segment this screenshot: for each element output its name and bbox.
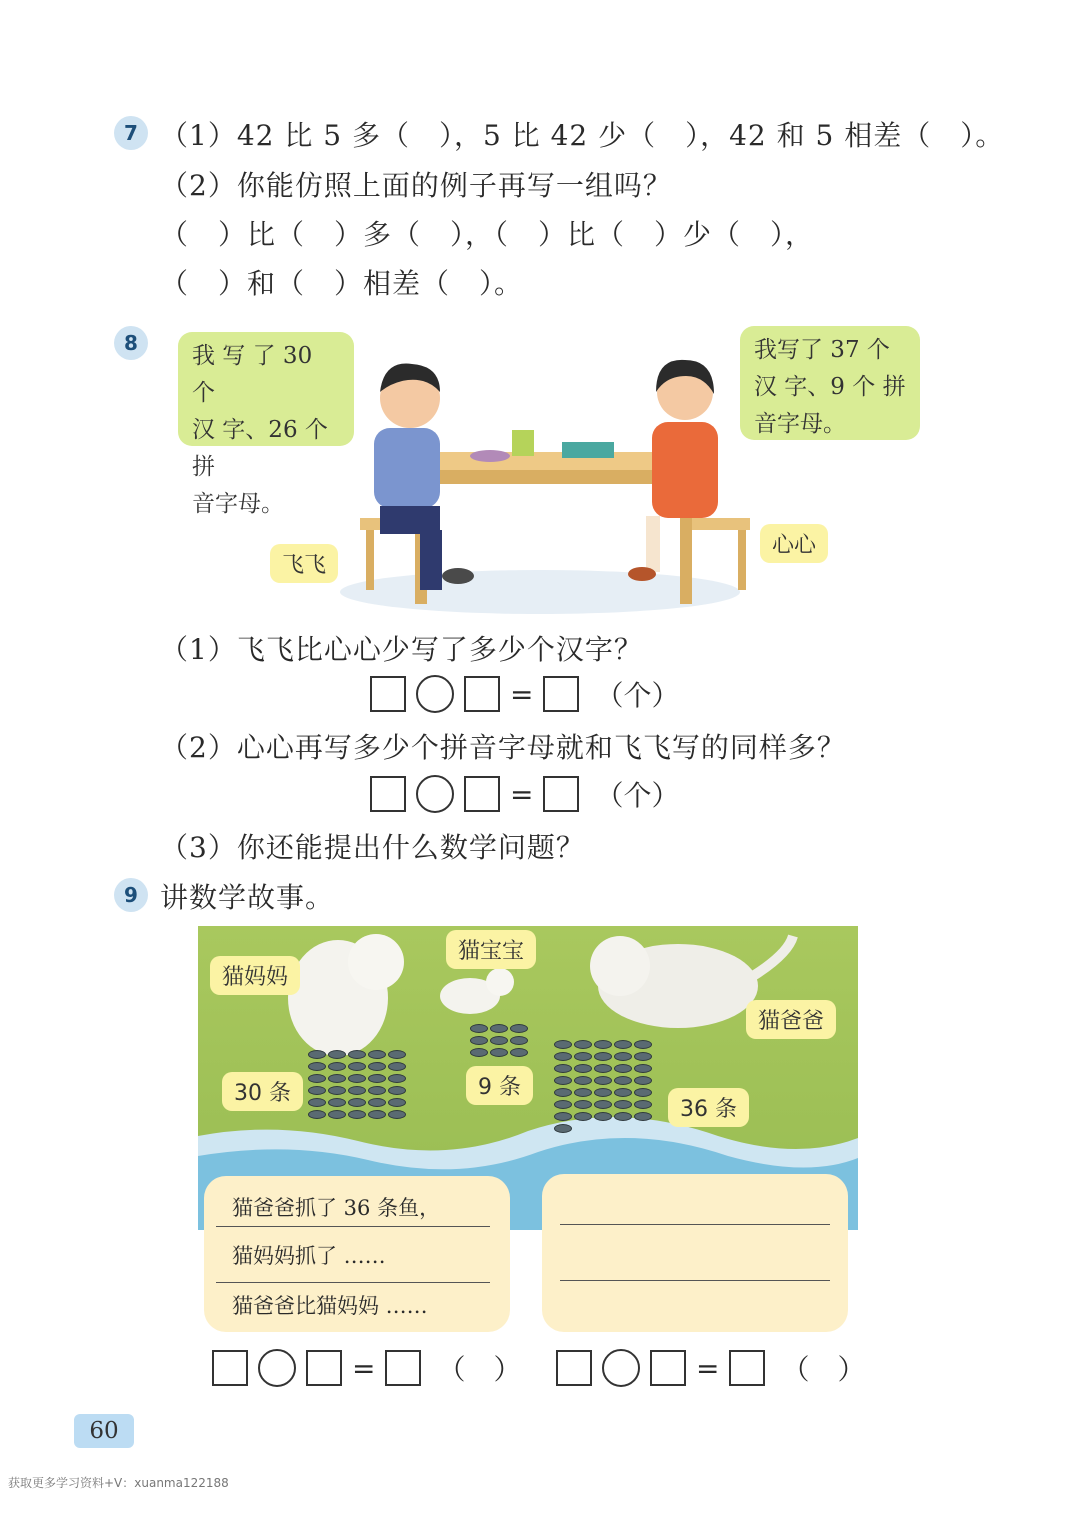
equals-sign: =: [510, 677, 534, 711]
q8-sub-question-1: （1）飞飞比心心少写了多少个汉字？: [160, 633, 643, 666]
answer-box[interactable]: [729, 1350, 765, 1386]
q7-line-2: （2）你能仿照上面的例子再写一组吗？: [160, 169, 672, 202]
story-line: 猫爸爸抓了 36 条鱼，: [232, 1196, 441, 1220]
name-tag-feifei: 飞飞: [270, 544, 338, 583]
equals-sign: =: [696, 1351, 720, 1385]
q8-sub-question-3: （3）你还能提出什么数学问题？: [160, 831, 585, 864]
question-number-8: 8: [114, 326, 148, 360]
story-card-example: [204, 1176, 510, 1332]
q9-equation-2: [556, 1348, 865, 1388]
bubble-line: 音字母。: [754, 411, 846, 437]
unit-label: （个）: [595, 779, 680, 812]
q9-title: 讲数学故事。: [160, 881, 335, 914]
operator-circle[interactable]: [602, 1349, 640, 1387]
bubble-line: 汉 字、26 个 拼: [192, 417, 328, 480]
bubble-line: 汉 字、9 个 拼: [754, 374, 906, 400]
q7-line-1: （1）42 比 5 多（ ），5 比 42 少（ ），42 和 5 相差（ ）。: [160, 119, 1005, 152]
story-rule: [560, 1280, 830, 1281]
unit-blank[interactable]: （ ）: [437, 1353, 522, 1386]
equals-sign: =: [510, 777, 534, 811]
fish-pile-baby: [470, 1024, 526, 1057]
answer-box[interactable]: [543, 776, 579, 812]
bubble-line: 我 写 了 30 个: [192, 343, 313, 406]
bubble-line: 音字母。: [192, 491, 284, 517]
story-card-blank[interactable]: [542, 1174, 848, 1332]
answer-box[interactable]: [370, 676, 406, 712]
q7-line-3: （ ）比（ ）多（ ），（ ）比（ ）少（ ），: [160, 218, 815, 251]
answer-box[interactable]: [385, 1350, 421, 1386]
q8-equation-2: [370, 774, 679, 814]
answer-box[interactable]: [543, 676, 579, 712]
count-cat-baby: 9 条: [466, 1066, 533, 1105]
unit-label: （个）: [595, 679, 680, 712]
answer-box[interactable]: [306, 1350, 342, 1386]
answer-box[interactable]: [650, 1350, 686, 1386]
story-rule: [216, 1226, 490, 1227]
answer-box[interactable]: [556, 1350, 592, 1386]
operator-circle[interactable]: [416, 675, 454, 713]
question-number-7: 7: [114, 116, 148, 150]
answer-box[interactable]: [370, 776, 406, 812]
q9-equation-1: [212, 1348, 521, 1388]
operator-circle[interactable]: [416, 775, 454, 813]
footer-note: 获取更多学习资料+V：xuanma122188: [8, 1476, 229, 1490]
answer-box[interactable]: [212, 1350, 248, 1386]
fish-pile-dad: [554, 1040, 650, 1133]
answer-box[interactable]: [464, 776, 500, 812]
bubble-line: 我写了 37 个: [754, 337, 890, 363]
children-writing-illustration: [300, 330, 770, 620]
equals-sign: =: [352, 1351, 376, 1385]
story-rule: [560, 1224, 830, 1225]
story-line: 猫妈妈抓了 ……: [232, 1244, 386, 1268]
answer-box[interactable]: [464, 676, 500, 712]
label-cat-dad: 猫爸爸: [746, 1000, 836, 1039]
q7-line-4: （ ）和（ ）相差（ ）。: [160, 267, 524, 300]
label-cat-baby: 猫宝宝: [446, 930, 536, 969]
story-line: 猫爸爸比猫妈妈 ……: [232, 1294, 428, 1318]
operator-circle[interactable]: [258, 1349, 296, 1387]
name-tag-xinxin: 心心: [760, 524, 828, 563]
count-cat-dad: 36 条: [668, 1088, 749, 1127]
story-rule: [216, 1282, 490, 1283]
count-cat-mom: 30 条: [222, 1072, 303, 1111]
question-number-9: 9: [114, 878, 148, 912]
q8-sub-question-2: （2）心心再写多少个拼音字母就和飞飞写的同样多？: [160, 731, 846, 764]
unit-blank[interactable]: （ ）: [781, 1353, 866, 1386]
q8-equation-1: [370, 674, 679, 714]
fish-pile-mom: [308, 1050, 404, 1119]
page-number: 60: [74, 1414, 134, 1448]
label-cat-mom: 猫妈妈: [210, 956, 300, 995]
